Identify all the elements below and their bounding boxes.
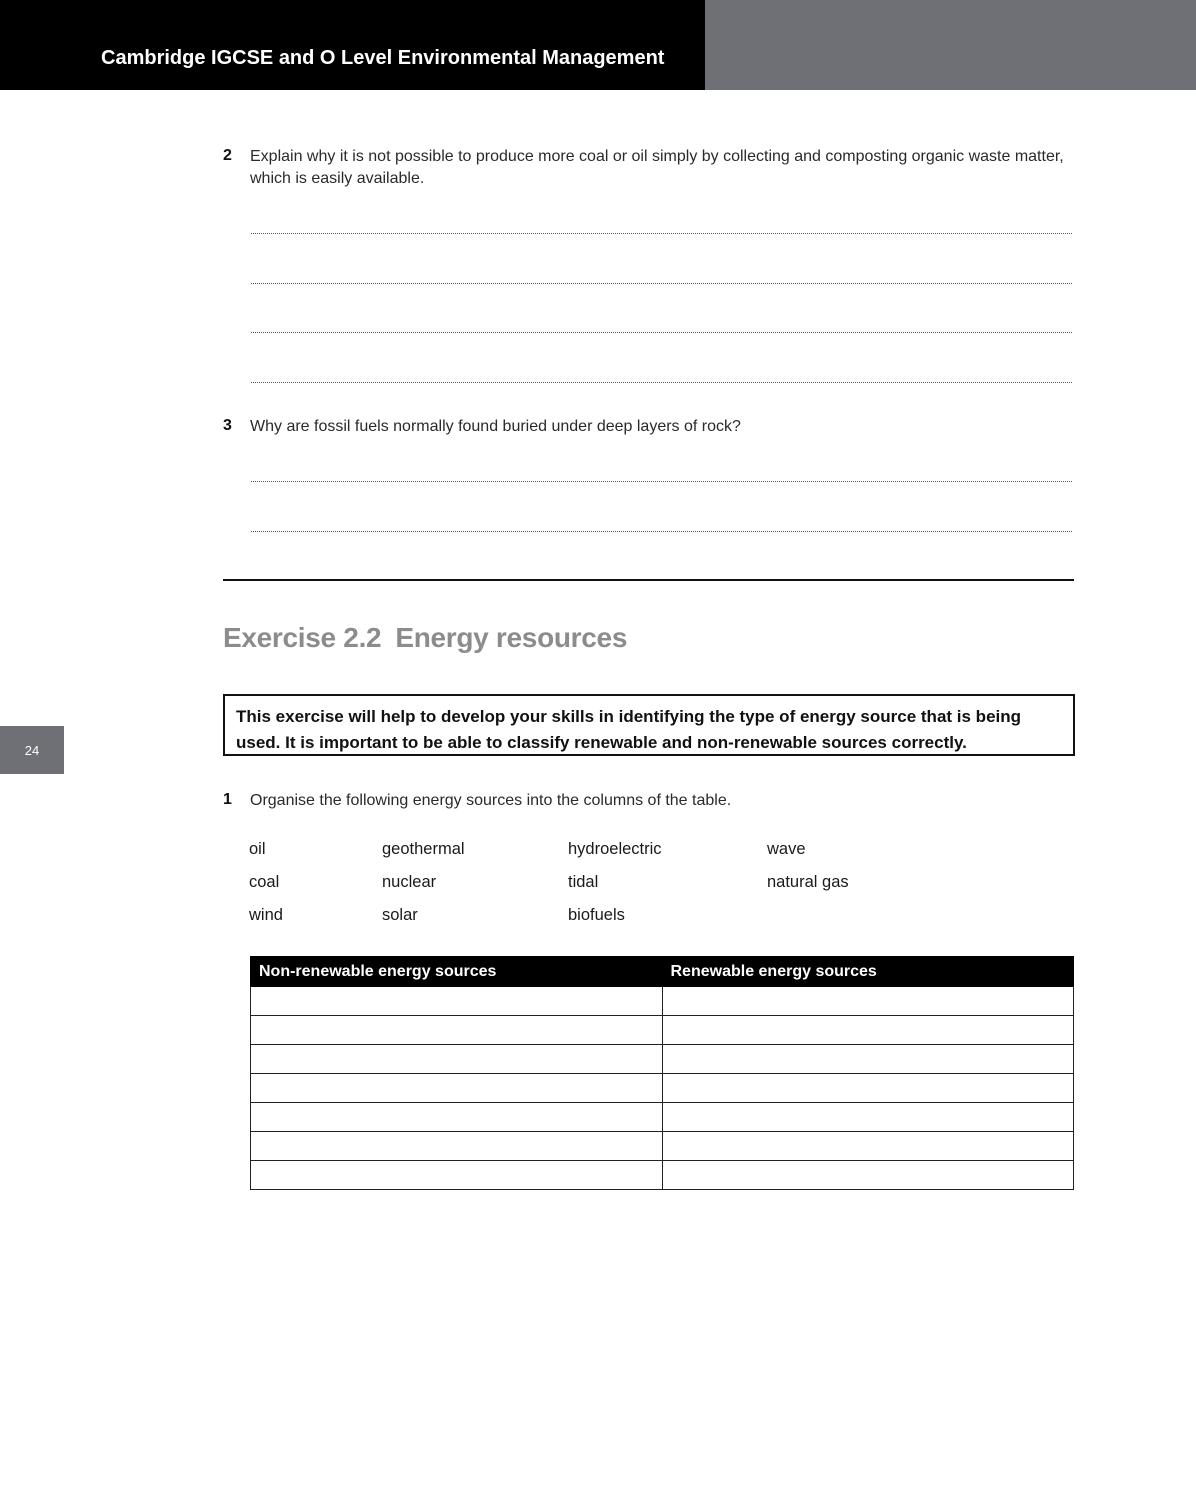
non-renewable-cell[interactable] bbox=[251, 1132, 663, 1161]
answer-line[interactable] bbox=[251, 283, 1072, 284]
renewable-cell[interactable] bbox=[662, 1074, 1074, 1103]
word-bank-item: biofuels bbox=[568, 906, 625, 924]
section-divider bbox=[223, 579, 1074, 581]
word-bank-item: wind bbox=[249, 906, 283, 924]
non-renewable-cell[interactable] bbox=[251, 1103, 663, 1132]
renewable-cell[interactable] bbox=[662, 1016, 1074, 1045]
word-bank-item: coal bbox=[249, 873, 280, 891]
question-2-number: 2 bbox=[223, 147, 232, 164]
exercise-title: Energy resources bbox=[395, 622, 628, 653]
renewable-cell[interactable] bbox=[662, 1132, 1074, 1161]
word-bank-item: hydroelectric bbox=[568, 840, 662, 858]
answer-line[interactable] bbox=[251, 382, 1072, 383]
exercise-number: Exercise 2.2 bbox=[223, 622, 382, 653]
page-number: 24 bbox=[0, 726, 64, 774]
word-bank-item: geothermal bbox=[382, 840, 465, 858]
renewable-cell[interactable] bbox=[662, 1161, 1074, 1190]
question-3-number: 3 bbox=[223, 417, 232, 434]
book-title: Cambridge IGCSE and O Level Environmental Management bbox=[101, 47, 665, 69]
non-renewable-cell[interactable] bbox=[251, 1016, 663, 1045]
header-accent-bar bbox=[705, 0, 1196, 90]
word-bank-item: tidal bbox=[568, 873, 599, 891]
answer-line[interactable] bbox=[251, 481, 1072, 482]
renewable-cell[interactable] bbox=[662, 987, 1074, 1016]
table-row bbox=[251, 1074, 1074, 1103]
word-bank-item: solar bbox=[382, 906, 418, 924]
question-2-text: Explain why it is not possible to produce more coal or oil simply by collecting and composting organic waste matter, which is easily available. bbox=[250, 148, 1064, 187]
table-row bbox=[251, 1161, 1074, 1190]
exercise-intro-box: This exercise will help to develop your skills in identifying the type of energy source that is being used. It is important to be able to classify renewable and non-renewable sources correctly. bbox=[223, 694, 1075, 756]
answer-line[interactable] bbox=[251, 332, 1072, 333]
question-1-text: Organise the following energy sources into the columns of the table. bbox=[250, 792, 732, 809]
word-bank-item: oil bbox=[249, 840, 266, 858]
table-row bbox=[251, 1045, 1074, 1074]
exercise-heading bbox=[223, 622, 627, 654]
word-bank-item: nuclear bbox=[382, 873, 437, 891]
table-row bbox=[251, 1016, 1074, 1045]
non-renewable-column-header: Non-renewable energy sources bbox=[251, 957, 663, 987]
non-renewable-cell[interactable] bbox=[251, 1074, 663, 1103]
answer-line[interactable] bbox=[251, 531, 1072, 532]
non-renewable-cell[interactable] bbox=[251, 1161, 663, 1190]
question-3-text: Why are fossil fuels normally found buried under deep layers of rock? bbox=[250, 418, 741, 435]
answer-line[interactable] bbox=[251, 233, 1072, 234]
energy-sources-table bbox=[250, 956, 1074, 1190]
word-bank-item: natural gas bbox=[767, 873, 849, 891]
renewable-cell[interactable] bbox=[662, 1045, 1074, 1074]
renewable-column-header: Renewable energy sources bbox=[662, 957, 1074, 987]
renewable-cell[interactable] bbox=[662, 1103, 1074, 1132]
header-bar bbox=[0, 0, 705, 90]
non-renewable-cell[interactable] bbox=[251, 1045, 663, 1074]
word-bank-item: wave bbox=[767, 840, 806, 858]
table-row bbox=[251, 1132, 1074, 1161]
question-1-number: 1 bbox=[223, 791, 232, 808]
table-row bbox=[251, 1103, 1074, 1132]
table-row bbox=[251, 987, 1074, 1016]
non-renewable-cell[interactable] bbox=[251, 987, 663, 1016]
